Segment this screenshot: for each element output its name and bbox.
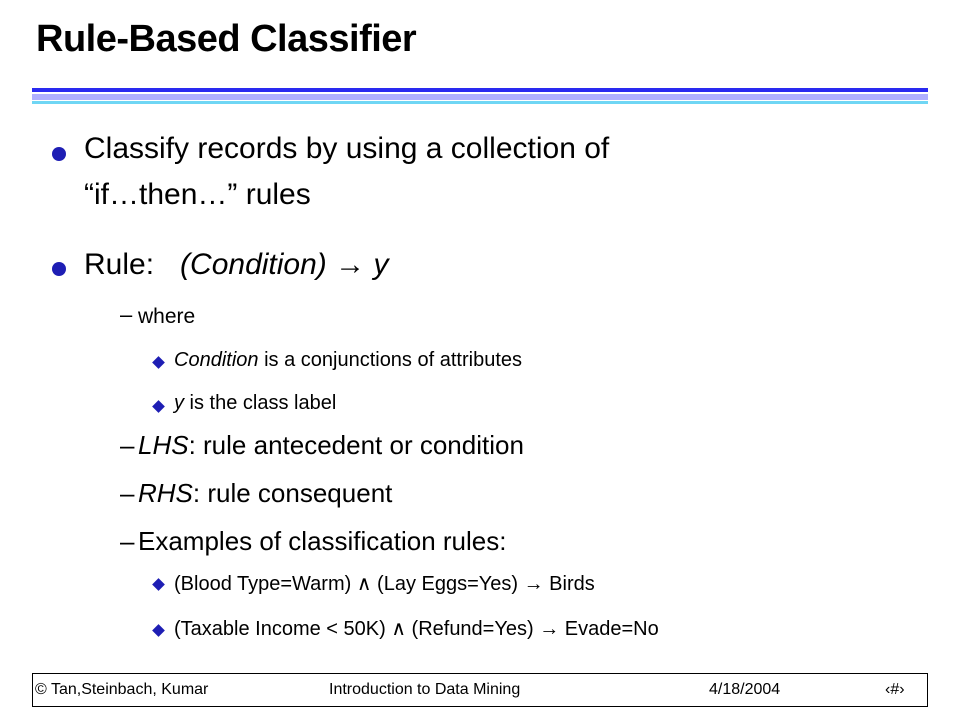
dash-marker: –	[120, 302, 133, 327]
dash-marker: –	[120, 478, 135, 508]
rule-condition: (Condition)	[180, 248, 327, 281]
example-rule-1: (Blood Type=Warm) ∧ (Lay Eggs=Yes) → Birds	[174, 573, 595, 595]
rhs-text: : rule consequent	[192, 478, 393, 508]
lhs-term: LHS	[138, 430, 189, 460]
diamond-bullet-icon	[152, 400, 165, 413]
footer-date: 4/18/2004	[709, 681, 781, 698]
lhs-line	[138, 430, 524, 461]
bullet-classify-line2: “if…then…” rules	[84, 178, 311, 211]
footer-course: Introduction to Data Mining	[329, 681, 521, 698]
arrow-icon: →	[335, 248, 366, 281]
rhs-term: RHS	[138, 478, 193, 508]
slide-footer	[32, 673, 928, 707]
title-underline-cyan	[32, 101, 928, 104]
rule-label: Rule:	[84, 248, 155, 281]
bullet-classify-line1: Classify records by using a collection of	[84, 132, 610, 165]
where-item-y-text: is the class label	[184, 392, 337, 414]
dash-marker: –	[120, 526, 135, 556]
dash-marker: –	[120, 430, 135, 460]
where-item-condition	[174, 349, 522, 372]
footer-author: © Tan,Steinbach, Kumar	[35, 681, 209, 698]
title-underline-light	[32, 94, 928, 100]
where-item-y-term: y	[174, 392, 184, 414]
example-rule-2: (Taxable Income < 50K) ∧ (Refund=Yes) → Evade=No	[174, 618, 659, 640]
slide-title: Rule-Based Classifier	[36, 18, 417, 60]
footer-page-number: ‹#›	[885, 681, 905, 698]
examples-label: Examples of classification rules:	[138, 526, 507, 556]
where-item-condition-term: Condition	[174, 349, 259, 371]
rhs-line	[138, 478, 392, 509]
where-item-y	[174, 392, 336, 415]
lhs-text: : rule antecedent or condition	[188, 430, 524, 460]
diamond-bullet-icon	[152, 578, 165, 591]
where-item-condition-text: is a conjunctions of attributes	[258, 349, 522, 371]
title-underline-dark	[32, 88, 928, 92]
diamond-bullet-icon	[152, 356, 165, 369]
diamond-bullet-icon	[152, 624, 165, 637]
rule-result: y	[373, 248, 389, 281]
bullet-circle-icon	[52, 262, 66, 276]
where-label: where	[138, 305, 196, 328]
rule-definition	[84, 246, 388, 284]
bullet-circle-icon	[52, 147, 66, 161]
